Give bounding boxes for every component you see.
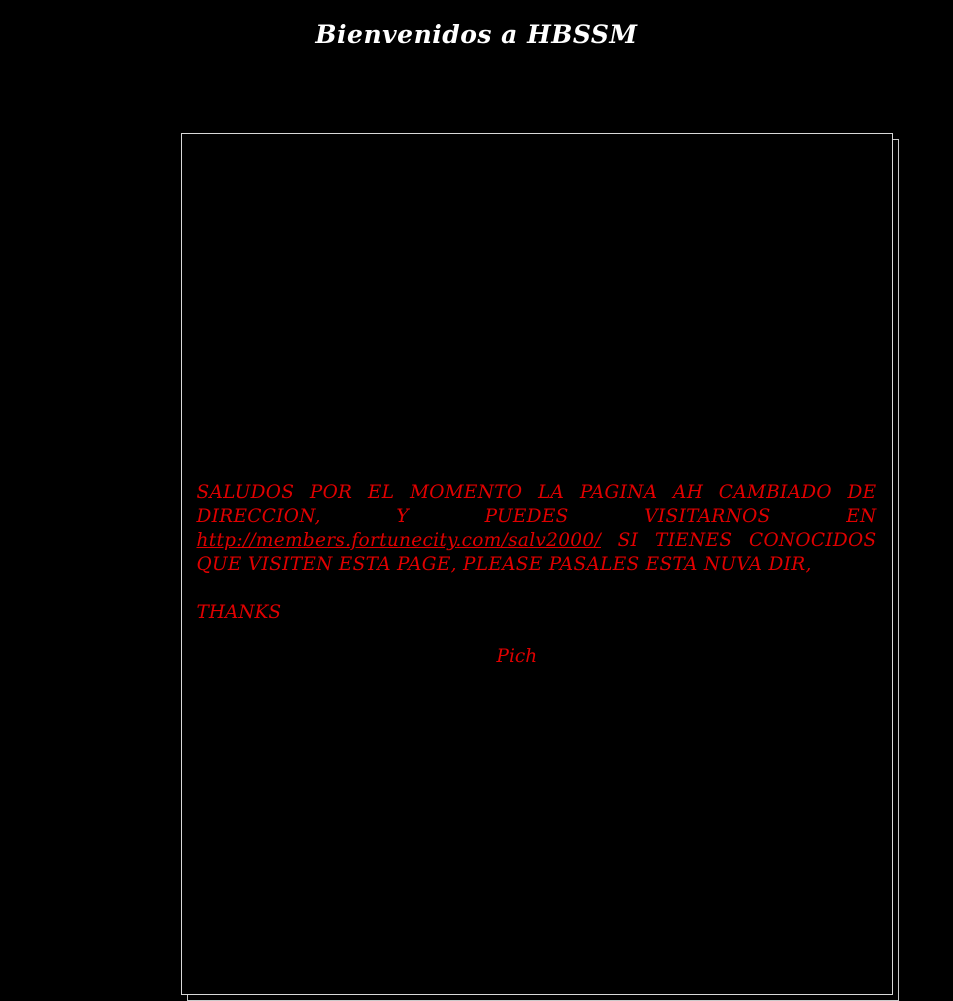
announcement-text-part1: SALUDOS POR EL MOMENTO LA PAGINA AH CAMBIADO DE DIRECCION, Y PUEDES VISITARNOS EN — [196, 482, 877, 527]
site-link[interactable]: http://members.fortunecity.com/salv2000/ — [196, 530, 601, 551]
announcement-block — [197, 481, 877, 669]
announcement-text-part2: SI TIENES CONOCIDOS QUE VISITEN ESTA PAGE, PLEASE PASALES ESTA NUVA DIR, — [196, 530, 877, 575]
panel-inner — [182, 134, 892, 994]
content-panel — [181, 133, 893, 995]
announcement-text — [197, 481, 877, 577]
signature-text: Pich — [496, 646, 538, 667]
page-title: Bienvenidos a HBSSM — [315, 20, 638, 49]
thanks-text: THANKS — [196, 602, 282, 623]
